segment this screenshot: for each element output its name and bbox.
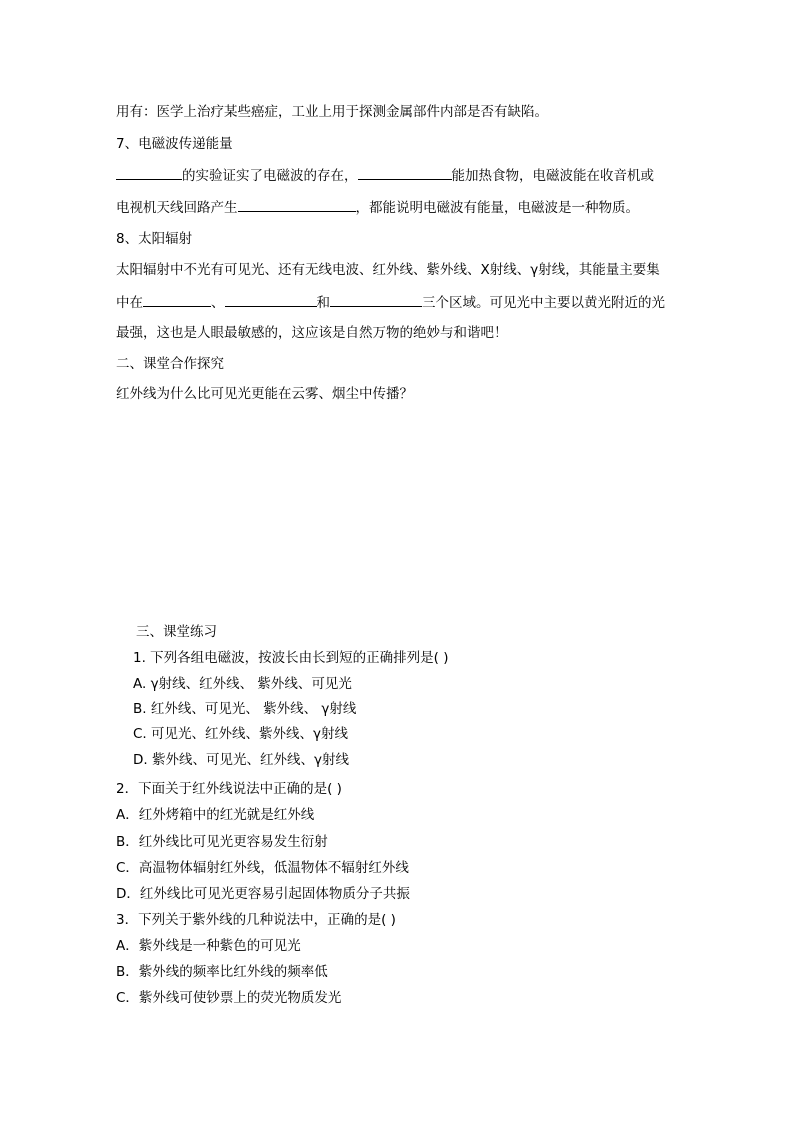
q2-option-b: B．红外线比可见光更容易发生衍射 [116,834,328,850]
q1-stem: 1. 下列各组电磁波，按波长由长到短的正确排列是( ) [133,650,449,666]
section3-heading: 三、课堂练习 [136,624,217,640]
blank-2[interactable] [358,165,452,180]
q1-option-d: D. 紫外线、可见光、红外线、γ射线 [133,752,349,768]
q3-stem: 3．下列关于紫外线的几种说法中，正确的是( ) [116,912,396,928]
section2-heading: 二、课堂合作探究 [116,356,224,372]
section8-line1: 太阳辐射中不光有可见光、还有无线电波、红外线、紫外线、X射线、γ射线，其能量主要集 [116,262,660,278]
q1-option-a: A. γ射线、红外线、 紫外线、可见光 [133,676,352,692]
q1-option-b: B. 红外线、可见光、 紫外线、 γ射线 [133,701,357,717]
blank-6[interactable] [330,292,422,307]
blank-1[interactable] [116,165,182,180]
blank-5[interactable] [225,292,317,307]
q3-option-b: B．紫外线的频率比红外线的频率低 [116,964,328,980]
q2-stem: 2．下面关于红外线说法中正确的是( ) [116,781,342,797]
section7-heading: 7、电磁波传递能量 [116,136,233,152]
section8-line3: 最强，这也是人眼最敏感的，这应该是自然万物的绝妙与和谐吧！ [116,325,508,341]
q3-option-c: C．紫外线可使钞票上的荧光物质发光 [116,990,342,1006]
blank-3[interactable] [238,197,356,212]
section7-line2: 电视机天线回路产生 ，都能说明电磁波有能量，电磁波是一种物质。 [116,197,639,218]
blank-4[interactable] [143,292,211,307]
q2-option-d: D．红外线比可见光更容易引起固体物质分子共振 [116,886,410,902]
q1-option-c: C. 可见光、红外线、紫外线、γ射线 [133,726,348,742]
q3-option-a: A．紫外线是一种紫色的可见光 [116,938,301,954]
q2-option-c: C．高温物体辐射红外线，低温物体不辐射红外线 [116,860,409,876]
uses-line: 用有：医学上治疗某些癌症，工业上用于探测金属部件内部是否有缺陷。 [116,104,548,120]
section2-question: 红外线为什么比可见光更能在云雾、烟尘中传播？ [116,386,413,402]
section8-heading: 8、太阳辐射 [116,231,193,247]
section8-line2: 中在 、 和 三个区域。可见光中主要以黄光附近的光 [116,292,665,313]
section7-line1: 的实验证实了电磁波的存在， 能加热食物，电磁波能在收音机或 [116,165,654,186]
q2-option-a: A．红外烤箱中的红光就是红外线 [116,807,315,823]
